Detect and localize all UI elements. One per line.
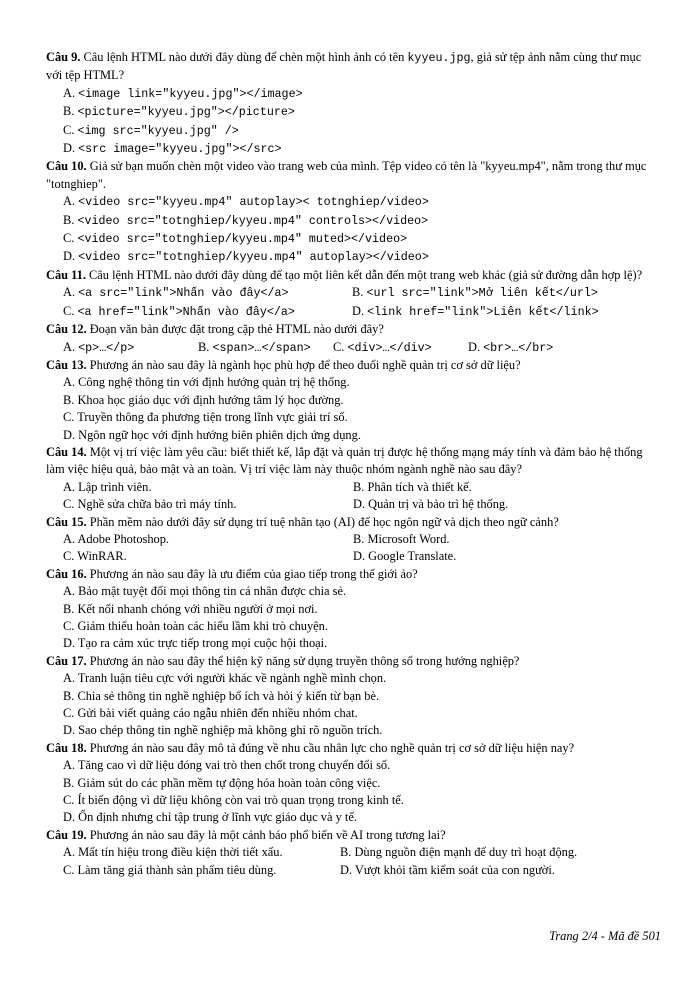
option-label: C. (63, 497, 78, 512)
question-code: kyyeu.jpg (407, 51, 471, 65)
option-c (63, 303, 352, 321)
option-text: Phân tích và thiết kế. (367, 479, 472, 494)
question-text: Giả sử bạn muốn chèn một video vào trang web của mình. Tệp video có tên là "kyyeu.mp4", nằm trong thư mục "totnghiep". (46, 159, 647, 191)
option-text: <picture="kyyeu.jpg"></picture> (77, 105, 295, 120)
option-c (46, 122, 658, 140)
option-a (46, 85, 658, 103)
option-label: A. (63, 531, 78, 546)
option-row (46, 303, 658, 321)
option-text: Ổn định nhưng chỉ tập trung ở lĩnh vực giáo dục và y tế. (78, 810, 357, 825)
question-15 (46, 514, 658, 531)
question-text: Một vị trí việc làm yêu cầu: biết thiết kế, lắp đặt và quản trị được hệ thống mạng máy tính và đảm bảo hệ thống làm việc hiệu quả, bảo mật và an toàn. Vị trí việc làm này thuộc nhóm ngành nghề nào sau đây? (46, 444, 643, 477)
option-c (46, 409, 658, 426)
option-text: <div>…</div> (347, 340, 432, 355)
option-text: Kết nối nhanh chóng với nhiều người ở mọi nơi. (77, 601, 318, 616)
exam-page (46, 49, 658, 879)
option-label: C. (63, 303, 78, 318)
option-label: C. (63, 122, 78, 137)
option-text: <video src="totnghiep/kyyeu.mp4" autoplay></video> (78, 250, 429, 265)
option-text: Ngôn ngữ học với định hướng biên phiên dịch ứng dụng. (78, 427, 361, 442)
option-label: D. (353, 497, 369, 512)
option-text: Sao chép thông tin nghề nghiệp mà không ghi rõ nguồn trích. (78, 723, 383, 738)
option-row (46, 531, 658, 548)
question-text: Phương án nào sau đây mô tả đúng về nhu cầu nhân lực cho nghề quản trị cơ sở dữ liệu hiện nay? (86, 740, 575, 755)
option-label: A. (63, 845, 79, 860)
option-b (46, 392, 658, 409)
option-text: Ít biến động vì dữ liệu không còn vai trò quan trọng trong kinh tế. (77, 793, 404, 808)
option-text: <img src="kyyeu.jpg" /> (77, 123, 239, 138)
option-d (46, 809, 658, 826)
option-label: B. (63, 212, 78, 227)
option-label: B. (340, 845, 355, 860)
option-a (63, 479, 353, 496)
question-14 (46, 444, 658, 479)
option-label: D. (340, 862, 355, 877)
question-text: Đoạn văn bản được đặt trong cặp thẻ HTML nào dưới đây? (86, 322, 384, 337)
option-b (46, 212, 658, 230)
option-text: Truyền thông đa phương tiện trong lĩnh vực giải trí số. (77, 410, 348, 425)
question-number: Câu 15. (46, 514, 87, 529)
option-label: B. (63, 104, 78, 119)
question-number: Câu 14. (46, 444, 87, 459)
option-label: D. (63, 249, 79, 264)
question-number: Câu 12. (46, 322, 87, 337)
option-a (46, 193, 658, 211)
option-label: D. (63, 636, 78, 651)
question-text-cont: , giả sử tệp ảnh nằm cùng thư mục với tệp HTML? (46, 50, 642, 83)
option-label: B. (63, 601, 78, 616)
option-a (63, 284, 352, 302)
question-number: Câu 9. (46, 50, 81, 64)
option-label: C. (63, 549, 78, 564)
question-text: Phương án nào sau đây là một cảnh báo phổ biến về AI trong tương lai? (86, 827, 446, 842)
option-c (333, 339, 468, 357)
question-text: Phương án nào sau đây thể hiện kỹ năng sử dụng truyền thông số trong hướng nghiệp? (86, 653, 520, 668)
option-text: <a src="link">Nhấn vào đây</a> (78, 286, 289, 301)
question-text: Câu lệnh HTML nào dưới đây dùng để tạo một liên kết dẫn đến một trang web khác (giả sử đường dẫn hợp lệ)? (85, 267, 643, 282)
option-label: A. (63, 85, 79, 100)
option-label: A. (63, 584, 79, 599)
option-a (46, 583, 658, 600)
option-text: WinRAR. (77, 549, 127, 564)
option-row (46, 496, 658, 513)
question-17 (46, 653, 658, 670)
option-label: B. (198, 339, 213, 354)
option-b (46, 103, 658, 121)
question-text: Câu lệnh HTML nào dưới đây dùng để chèn một hình ảnh có tên (80, 50, 408, 64)
option-d (46, 722, 658, 739)
option-text: <link href="link">Liên kết</link> (367, 304, 599, 319)
option-a (63, 844, 340, 861)
option-label: C. (63, 619, 78, 633)
option-c (63, 548, 353, 565)
option-c (63, 862, 340, 879)
option-a (46, 374, 658, 391)
option-c (46, 792, 658, 809)
option-label: A. (63, 285, 79, 300)
option-c (46, 230, 658, 248)
option-text: <video src="totnghiep/kyyeu.mp4" muted></video> (77, 232, 408, 247)
option-text: Mất tín hiệu trong điều kiện thời tiết xấu. (78, 845, 283, 860)
question-number: Câu 10. (46, 159, 87, 174)
option-label: C. (63, 793, 78, 808)
question-12 (46, 321, 658, 338)
option-a (63, 531, 353, 548)
option-text: Google Translate. (368, 549, 457, 564)
option-text: Tăng cao vì dữ liệu đóng vai trò then chốt trong chuyển đổi số. (77, 758, 391, 773)
option-label: A. (63, 671, 78, 686)
question-number: Câu 11. (46, 267, 86, 282)
option-text: <p>…</p> (78, 340, 135, 355)
option-d (353, 548, 456, 565)
question-18 (46, 740, 658, 757)
option-label: D. (63, 810, 79, 825)
option-label: B. (63, 688, 78, 703)
option-label: D. (63, 427, 79, 442)
option-text: Giảm thiểu hoàn toàn các hiểu lầm khi trò chuyện. (77, 619, 328, 633)
option-b (353, 479, 472, 496)
option-label: A. (63, 194, 79, 209)
option-d (46, 248, 658, 266)
option-c (46, 618, 658, 635)
option-label: B. (352, 285, 367, 300)
option-text: Công nghệ thông tin với định hướng quản trị hệ thống. (78, 375, 350, 390)
question-text: Phương án nào sau đây là ngành học phù hợp để theo đuổi nghề quản trị cơ sở dữ liệu? (86, 357, 521, 372)
option-label: D. (63, 141, 79, 156)
option-d (352, 303, 599, 321)
option-d (46, 427, 658, 444)
option-text: <span>…</span> (212, 340, 311, 355)
option-row (46, 339, 658, 357)
option-label: B. (353, 479, 368, 494)
question-number: Câu 13. (46, 357, 87, 372)
option-b (340, 844, 577, 861)
option-text: Adobe Photoshop. (77, 531, 170, 546)
question-text: Phương án nào sau đây là ưu điểm của giao tiếp trong thế giới ảo? (86, 566, 418, 581)
option-b (46, 775, 658, 792)
option-row (46, 844, 658, 861)
option-label: D. (468, 339, 484, 354)
option-text: Nghề sửa chữa bảo trì máy tính. (77, 497, 237, 512)
option-text: Lập trình viên. (78, 479, 152, 494)
question-16 (46, 566, 658, 583)
option-label: B. (353, 531, 368, 546)
option-b (198, 339, 333, 357)
option-row (46, 548, 658, 565)
question-11 (46, 267, 658, 284)
option-label: A. (63, 758, 78, 773)
option-label: C. (63, 706, 78, 721)
option-d (353, 496, 508, 513)
option-b (46, 688, 658, 705)
question-19 (46, 827, 658, 844)
option-d (46, 635, 658, 652)
page-footer: Trang 2/4 - Mã đề 501 (549, 929, 661, 943)
question-number: Câu 16. (46, 566, 87, 581)
option-a (46, 670, 658, 687)
option-text: <src image="kyyeu.jpg"></src> (78, 142, 282, 157)
option-row (46, 479, 658, 496)
option-text: Tranh luận tiêu cực với người khác về ngành nghề mình chọn. (77, 671, 387, 686)
option-b (46, 601, 658, 618)
option-a (46, 757, 658, 774)
option-text: <video src="totnghiep/kyyeu.mp4" controls></video> (77, 213, 429, 228)
option-label: A. (63, 479, 79, 494)
option-b (352, 284, 598, 302)
option-b (353, 531, 450, 548)
question-number: Câu 19. (46, 827, 87, 842)
option-a (63, 339, 198, 357)
option-text: Microsoft Word. (367, 531, 450, 546)
option-text: Bảo mật tuyệt đối mọi thông tin cá nhân được chia sẻ. (78, 584, 347, 599)
option-text: <image link="kyyeu.jpg"></image> (78, 86, 303, 101)
question-13 (46, 357, 658, 374)
option-text: <br>…</br> (483, 340, 554, 355)
question-9 (46, 49, 658, 85)
option-d (340, 862, 555, 879)
option-text: Vượt khỏi tầm kiểm soát của con người. (354, 862, 555, 877)
option-text: Tạo ra cảm xúc trực tiếp trong mọi cuộc hội thoại. (77, 636, 328, 651)
option-row (46, 284, 658, 302)
option-text: Giảm sút do các phần mềm tự động hóa hoàn toàn công việc. (77, 775, 381, 790)
option-text: Khoa học giáo dục với định hướng tâm lý học đường. (77, 392, 344, 407)
option-label: D. (353, 549, 369, 564)
option-label: B. (63, 392, 78, 407)
option-label: D. (352, 303, 368, 318)
option-text: <url src="link">Mở liên kết</url> (366, 286, 598, 301)
option-text: Quản trị và bảo trì hệ thống. (368, 497, 509, 512)
option-label: A. (63, 375, 79, 390)
option-text: Làm tăng giá thành sản phẩm tiêu dùng. (77, 862, 277, 877)
question-10 (46, 158, 658, 193)
question-number: Câu 18. (46, 740, 87, 755)
option-text: Chia sẻ thông tin nghề nghiệp bổ ích và hỏi ý kiến từ bạn bè. (77, 688, 380, 703)
option-text: <video src="kyyeu.mp4" autoplay>< totnghiep/video> (78, 195, 429, 210)
option-text: Gửi bài viết quảng cáo ngẫu nhiên đến nhiều nhóm chat. (77, 706, 358, 721)
question-number: Câu 17. (46, 653, 87, 668)
option-label: D. (63, 723, 79, 738)
option-label: C. (63, 231, 78, 246)
option-c (63, 496, 353, 513)
option-row (46, 862, 658, 879)
option-label: C. (333, 339, 348, 354)
option-c (46, 705, 658, 722)
option-text: <a href="link">Nhấn vào đây</a> (77, 304, 295, 319)
option-label: C. (63, 862, 78, 877)
option-label: A. (63, 339, 79, 354)
option-label: B. (63, 775, 78, 790)
option-label: C. (63, 410, 78, 425)
option-text: Dùng nguồn điện mạnh để duy trì hoạt động. (354, 845, 578, 860)
question-text: Phần mềm nào dưới đây sử dụng trí tuệ nhân tạo (AI) để học ngôn ngữ và dịch theo ngữ cảnh? (86, 514, 559, 529)
option-d (46, 140, 658, 158)
option-d (468, 339, 553, 357)
